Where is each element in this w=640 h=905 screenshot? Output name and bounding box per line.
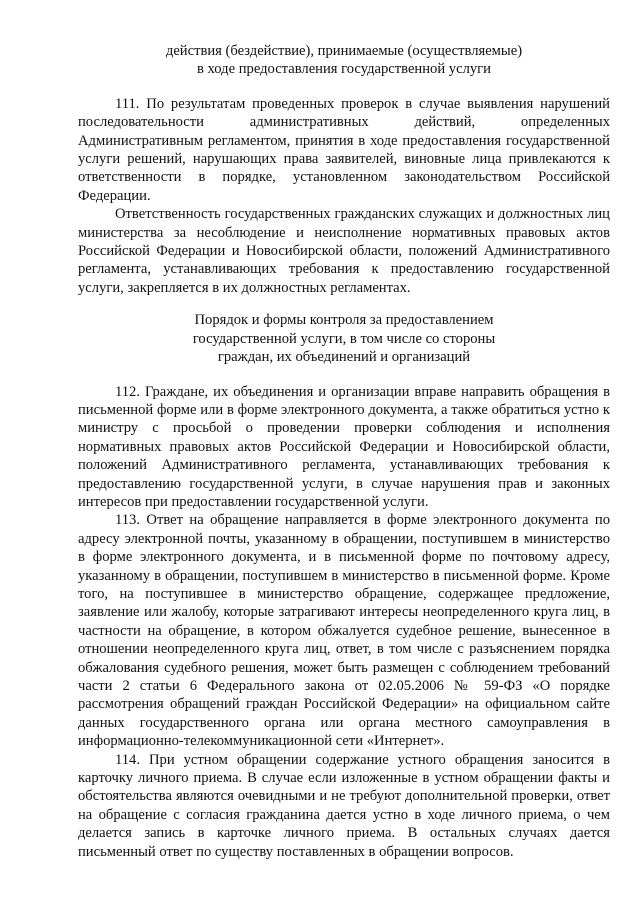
document-page: [78, 42, 610, 861]
heading-line: действия (бездействие), принимаемые (осуществляемые): [165, 43, 523, 59]
heading-line: граждан, их объединений и организаций: [217, 349, 471, 366]
paragraph-114: 114. При устном обращении содержание устного обращения заносится в карточку личного приема. В случае если изложенные в устном обращении факты и обстоятельства являются очевидными и не требуют дополнительной проверки, ответ на обращение с согласия гражданина дается устно в ходе личного приема, о чем делается запись в карточке личного приема. В остальных случаях дается письменный ответ по существу поставленных в обращении вопросов.: [78, 751, 610, 860]
heading-line: государственной услуги, в том числе со стороны: [192, 330, 496, 347]
paragraph-112: 112. Граждане, их объединения и организации вправе направить обращения в письменной форме или в форме электронного документа, а также обратиться устно к министру с просьбой о проведении проверки соблюдения и исполнения нормативных правовых актов Российской Федерации и Новосибирской области, положений Административного регламента, устанавливающих требования к предоставлению государственной услуги, в случае нарушения прав и законных интересов при предоставлении государственной услуги.: [78, 383, 610, 510]
heading-line: Порядок и формы контроля за предоставлением: [194, 312, 494, 329]
paragraph-111: 111. По результатам проведенных проверок в случае выявления нарушений последовательности административных действий, определенных Административным регламентом, принятия в ходе предоставления государственной услуги решений, нарушающих права заявителей, виновные лица привлекаются к ответственности в порядке, установленном законодательством Российской Федерации.: [78, 95, 610, 204]
section-heading-control: [78, 311, 610, 366]
section-heading-responsibility: [78, 42, 610, 79]
paragraph-responsibility-officials: Ответственность государственных гражданских служащих и должностных лиц министерства за несоблюдение и неисполнение нормативных правовых актов Российской Федерации и Новосибирской области, положений Административного регламента, устанавливающих требования к предоставлению государственной услуги, закрепляется в их должностных регламентах.: [78, 206, 610, 296]
heading-line: в ходе предоставления государственной услуги: [197, 61, 491, 78]
paragraph-113: 113. Ответ на обращение направляется в форме электронного документа по адресу электронной почты, указанному в обращении, поступившем в министерство в форме электронного документа, и в письменной форме по почтовому адресу, указанному в обращении, поступившем в министерство в письменной форме. Кроме того, на поступившее в министерство обращение, содержащее предложение, заявление или жалобу, которые затрагивают интересы неопределенного круга лиц, в частности на обращение, в котором обжалуется судебное решение, вынесенное в отношении неопределенного круга лиц, ответ, в том числе с разъяснением порядка обжалования судебного решения, может быть размещен с соблюдением требований части 2 статьи 6 Федерального закона от 02.05.2006 № 59-ФЗ «О порядке рассмотрения обращений граждан Российской Федерации» на официальном сайте данных государственного органа или органа местного самоуправления в информационно-телекоммуникационной сети «Интернет».: [78, 512, 610, 750]
